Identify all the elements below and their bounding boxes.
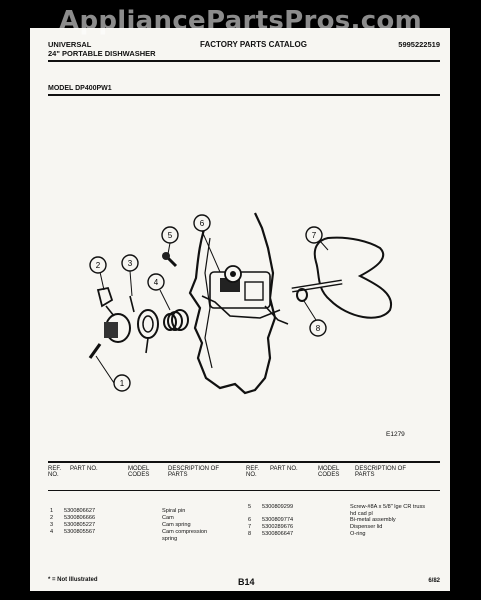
row-5-desc: Screw-#8A x 5/8" lge CR truss hd cad pl	[350, 504, 426, 517]
row-4-part: 5300805567	[64, 529, 96, 535]
parts-catalog-page	[30, 28, 450, 591]
callout-4-label: 4	[153, 278, 159, 287]
callout-4	[148, 274, 170, 310]
not-illustrated-note: * = Not Illustrated	[48, 577, 98, 583]
row-1-desc: Spiral pin	[162, 508, 186, 514]
col-part-header: PART NO.	[70, 466, 98, 472]
row-4-ref: 4	[50, 529, 54, 535]
callout-2	[90, 257, 106, 290]
row-2-desc: Cam	[162, 515, 174, 521]
row-2-ref: 2	[50, 515, 54, 521]
cam-compression-spring-drawing	[164, 310, 188, 330]
row-1-part: 5300806627	[64, 508, 96, 514]
row-7-ref: 7	[248, 524, 252, 530]
product-label: 24" PORTABLE DISHWASHER	[48, 49, 156, 58]
row-7-desc: Dispenser lid	[350, 524, 383, 530]
callout-1-label: 1	[119, 379, 125, 388]
col-model-header-right: MODEL CODES	[318, 466, 340, 479]
brand-label: UNIVERSAL	[48, 40, 92, 49]
page-number: B14	[238, 577, 255, 587]
row-8-desc: O-ring	[350, 531, 366, 537]
callout-6-label: 6	[199, 219, 205, 228]
row-1-ref: 1	[50, 508, 54, 514]
col-ref-header: REF. NO.	[48, 466, 62, 479]
watermark-text: AppliancePartsPros.com	[59, 6, 422, 36]
col-desc-header: DESCRIPTION OF PARTS	[168, 466, 220, 479]
callout-3-label: 3	[127, 259, 133, 268]
header-rule	[48, 60, 440, 62]
callout-3	[122, 255, 138, 296]
row-4-desc: Cam compression spring	[162, 529, 208, 542]
revision-date: 6/82	[428, 578, 440, 584]
row-5-ref: 5	[248, 504, 252, 510]
col-part-header-right: PART NO.	[270, 466, 298, 472]
col-model-header: MODEL CODES	[128, 466, 150, 479]
cam-drawing	[98, 288, 130, 342]
row-3-part: 5300805227	[64, 522, 96, 528]
row-3-ref: 3	[50, 522, 54, 528]
table-top-rule	[48, 461, 440, 463]
cam-spring-drawing	[130, 296, 158, 353]
row-6-ref: 6	[248, 517, 252, 523]
diagram-code: E1279	[386, 431, 405, 438]
callout-5	[162, 227, 178, 254]
row-8-ref: 8	[248, 531, 252, 537]
row-2-part: 5300806666	[64, 515, 96, 521]
callout-8-label: 8	[315, 324, 321, 333]
callout-2-label: 2	[95, 261, 101, 270]
col-ref-header-right: REF. NO.	[246, 466, 260, 479]
table-header-rule	[48, 490, 440, 491]
callout-5-label: 5	[167, 231, 173, 240]
catalog-title: FACTORY PARTS CATALOG	[200, 40, 307, 49]
col-desc-header-right: DESCRIPTION OF PARTS	[355, 466, 407, 479]
row-6-desc: Bi-metal assembly	[350, 517, 396, 523]
row-8-part: 5300806647	[262, 531, 294, 537]
callout-1	[96, 356, 130, 391]
row-6-part: 5300809774	[262, 517, 294, 523]
screw-drawing	[162, 252, 176, 266]
row-7-part: 5300289676	[262, 524, 294, 530]
row-3-desc: Cam spring	[162, 522, 191, 528]
model-rule	[48, 94, 440, 96]
catalog-number: 5995222519	[398, 40, 440, 49]
callout-8	[304, 301, 326, 336]
model-label: MODEL DP400PW1	[48, 85, 112, 92]
callout-7-label: 7	[311, 231, 317, 240]
spiral-pin-drawing	[90, 344, 100, 358]
exploded-parts-diagram	[30, 178, 450, 448]
row-5-part: 5300809299	[262, 504, 294, 510]
